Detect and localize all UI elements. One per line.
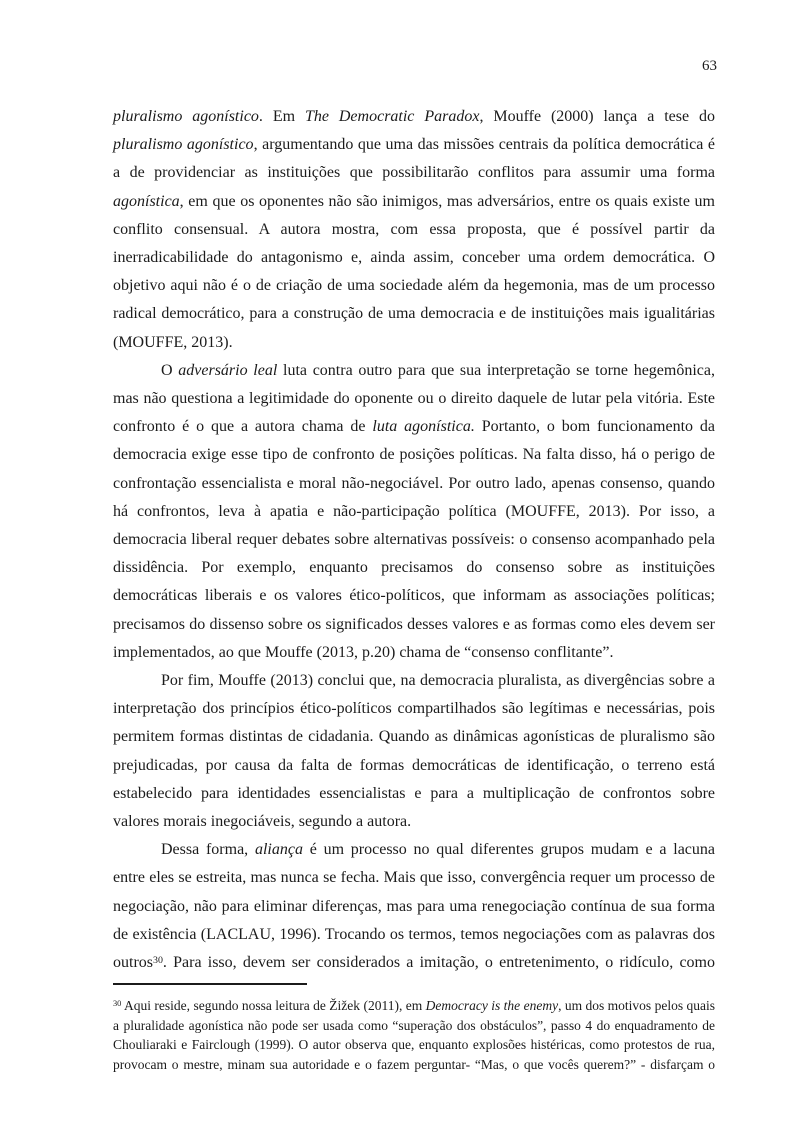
text-segment: , um dos motivos pelos quais a pluralidade agonística não pode ser usada como “superação dos obstáculos”, passo 4 do enquadramento de Chouliaraki e Fairclough (1999). O autor observa que, enquanto explosões histéricas, como protestos de rua, provocam o mestre, minam sua autoridade e o fazem perguntar- “Mas, o que vocês querem?” - disfarçam o bbox=[113, 998, 715, 1072]
text-segment: aliança bbox=[254, 841, 303, 859]
text-segment: pluralismo agonístico bbox=[113, 136, 254, 154]
text-segment: agonística bbox=[113, 192, 180, 210]
text-segment: The Democratic Paradox bbox=[304, 108, 480, 125]
body-text bbox=[113, 103, 715, 977]
body-paragraph-4 bbox=[113, 836, 715, 977]
text-segment: é um processo no qual diferentes grupos mudam e a lacuna entre eles se estreita, mas nunca se fecha. Mais que isso, convergência requer um processo de negociação, não para eliminar diferenças, mas para uma renegociação contínua de sua forma de existência (LACLAU, 1996). Trocando os termos, temos negociações com as palavras dos outros bbox=[113, 841, 716, 972]
text-segment: adversário leal bbox=[178, 361, 278, 379]
body-paragraph-2 bbox=[113, 357, 715, 667]
footnote-30 bbox=[113, 996, 715, 1074]
text-segment: luta contra outro para que sua interpretação se torne hegemônica, mas não questiona a legitimidade do oponente ou o direito daquele de lutar pela vitória. Este confronto é o que a autora chama de bbox=[113, 361, 716, 436]
text-segment: . Para isso, devem ser considerados a imitação, o entretenimento, o ridículo, como bbox=[162, 954, 715, 972]
text-segment: , argumentando que uma das missões centrais da política democrática é a de providenciar as instituições que possibilitarão conflitos para assumir uma forma bbox=[113, 136, 715, 182]
page-number: 63 bbox=[702, 58, 717, 74]
text-segment: pluralismo agonístico bbox=[113, 108, 259, 125]
text-segment: Dessa forma, bbox=[161, 841, 255, 859]
footnote-marker: 30 bbox=[113, 999, 122, 1009]
text-segment: Aqui reside, segundo nossa leitura de Žižek (2011), em bbox=[121, 998, 426, 1013]
text-segment: , Mouffe (2000) lança a tese do bbox=[479, 108, 715, 125]
text-segment: luta agonística. bbox=[372, 418, 475, 436]
text-segment: Por fim, Mouffe (2013) conclui que, na democracia pluralista, as divergências sobre a interpretação dos princípios ético-políticos compartilhados são legítimas e necessárias, pois permitem formas distintas de cidadania. Quando as dinâmicas agonísticas de pluralismo são prejudicadas, por causa da falta de formas democráticas de identificação, o terreno está estabelecido para identidades essencialistas e para a multiplicação de confrontos sobre valores morais inegociáveis, segundo a autora. bbox=[113, 672, 715, 831]
footnote-separator-rule bbox=[113, 983, 307, 985]
body-paragraph-1 bbox=[113, 103, 715, 357]
text-segment: , em que os oponentes não são inimigos, mas adversários, entre os quais existe um conflito consensual. A autora mostra, com essa proposta, que é possível partir da inerradicabilidade do antagonismo e, ainda assim, conceber uma ordem democrática. O objetivo aqui não é o de criação de uma sociedade além da hegemonia, mas de um processo radical democrático, para a construção de uma democracia e de instituições mais igualitárias (MOUFFE, 2013). bbox=[113, 192, 715, 351]
text-segment: . Em bbox=[258, 108, 305, 125]
text-segment: Portanto, o bom funcionamento da democracia exige esse tipo de confronto de posições políticas. Na falta disso, há o perigo de confrontação essencialista e moral não-negociável. Por outro lado, apenas consenso, quando há confrontos, leva à apatia e não-participação política (MOUFFE, 2013). Por isso, a democracia liberal requer debates sobre alternativas possíveis: o consenso acompanhado pela dissidência. Por exemplo, enquanto precisamos do consenso sobre as instituições democráticas liberais e os valores ético-políticos, que informam as associações políticas; precisamos do dissenso sobre os significados desses valores e as formas como eles devem ser implementados, ao que Mouffe (2013, p.20) chama de “consenso conflitante”. bbox=[113, 418, 715, 661]
body-paragraph-3 bbox=[113, 667, 715, 836]
text-segment: Democracy is the enemy bbox=[425, 998, 559, 1013]
footnote-reference-30: 30 bbox=[153, 954, 163, 966]
text-segment: O bbox=[161, 361, 179, 379]
